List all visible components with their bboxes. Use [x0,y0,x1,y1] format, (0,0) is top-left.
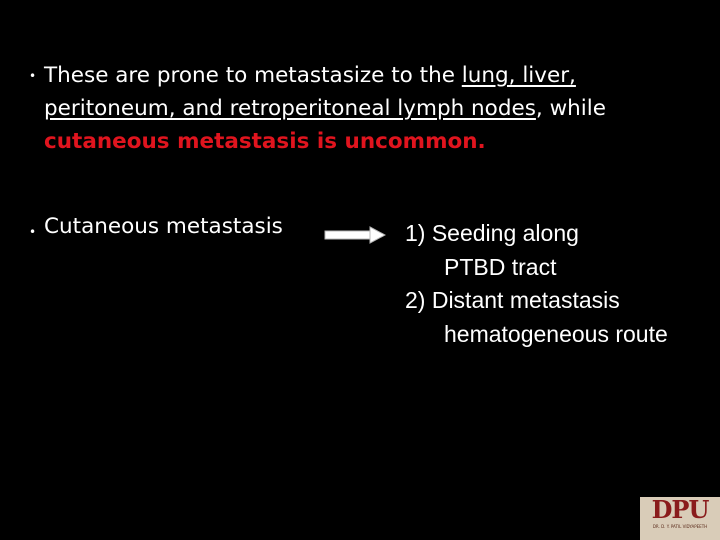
outcome-2-title: 2) Distant metastasis [405,287,620,313]
outcome-1-detail: PTBD tract [444,253,557,280]
bullet-1-mid: , while [535,96,606,121]
bullet-1-text [44,59,709,158]
right-arrow-icon [324,226,386,244]
outcome-1-title: 1) Seeding along [405,220,579,246]
bullet-marker-1: • [29,69,37,83]
bullet-1-intro: These are prone to metastasize to the [44,63,462,88]
bullet-marker-2: • [29,225,37,239]
outcomes-list [405,217,668,351]
dpu-logo [640,497,720,540]
bullet-2-label: Cutaneous metastasis [44,214,283,239]
logo-text: DPU [651,497,709,524]
cutaneous-emphasis: cutaneous metastasis is uncommon. [44,129,486,154]
metastasis-sites: lung, liver, peritoneum, and retroperitoneal lymph nodes [44,63,576,121]
logo-subtext: DR. D. Y. PATIL VIDYAPEETH [652,524,708,529]
outcome-2-detail: hematogeneous route [444,320,668,347]
